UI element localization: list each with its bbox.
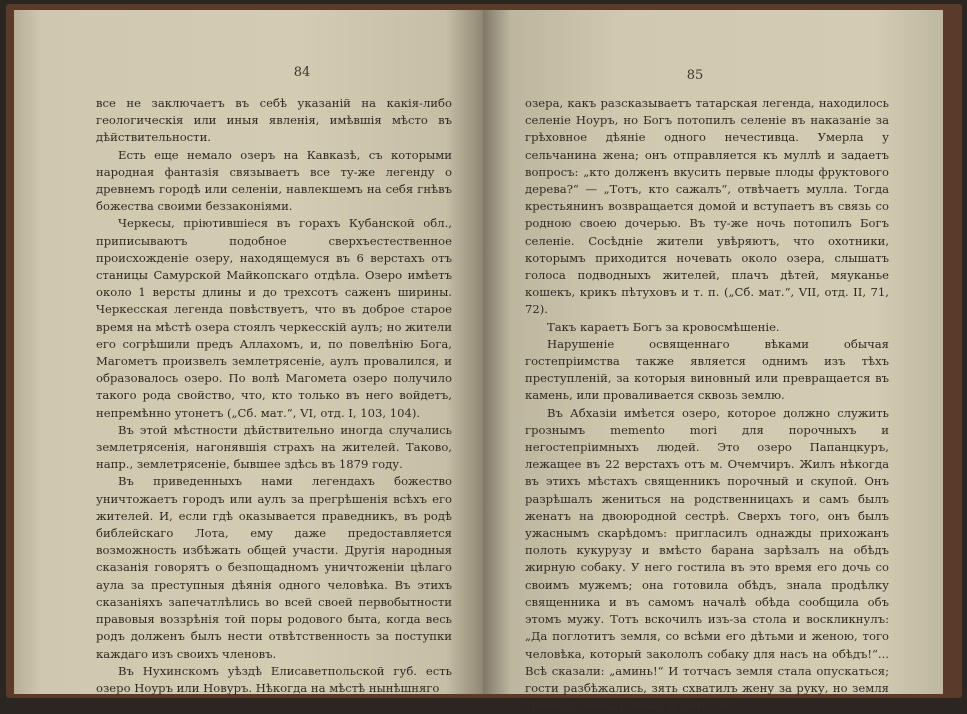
right-page-text [525, 95, 889, 714]
left-paragraph-4: Въ этой мѣстности дѣйствительно иногда случались землетрясенія, нагонявшія страхъ на жителей. Таково, напр., землетрясеніе, бывшее здѣсь въ 1879 году. [96, 422, 452, 472]
left-paragraph-2: Есть еще немало озеръ на Кавказѣ, съ которыми народная фантазія связываетъ все ту-же легенду о древнемъ городѣ или селеніи, навлекшемъ на себя гнѣвъ божества своими беззаконіями. [96, 147, 452, 214]
right-paragraph-2: Такъ караетъ Богъ за кровосмѣшеніе. [547, 319, 780, 334]
right-paragraph-3: Нарушеніе освященнаго вѣками обычая гостепріимства также является однимъ изъ тѣхъ преступленій, за которыя виновный или превращается въ камень, или проваливается сквозь землю. [525, 336, 889, 403]
left-paragraph-3: Черкесы, пріютившіеся въ горахъ Кубанской обл., приписываютъ подобное сверхъестественное происхожденіе озеру, находящемуся въ 6 верстахъ отъ станицы Самурской Майкопскаго отдѣла. Озеро имѣетъ около 1 версты длины и до трехсотъ саженъ ширины. Черкесская легенда повѣствуетъ, что въ доброе старое время на мѣстѣ озера стоялъ черкесскій аулъ; но жители его согрѣшили предъ Аллахомъ, и, по повелѣнію Бога, Магометъ произвелъ землетрясеніе, аулъ провалился, и образовалось озеро. По волѣ Магомета озеро получило такого рода свойство, что, кто только въ него войдетъ, непремѣнно утонетъ („Сб. мат.“, VI, отд. I, 103, 104). [96, 216, 452, 420]
left-paragraph-6: Въ Нухинскомъ уѣздѣ Елисаветпольской губ. есть озеро Ноуръ или Новуръ. Нѣкогда на мѣстѣ нынѣшняго [96, 663, 452, 695]
right-paragraph-4: Въ Абхазіи имѣется озеро, которое должно служить грознымъ memento mori для порочныхъ и негостепріимныхъ людей. Это озеро Папанцкуръ, лежащее въ 22 верстахъ отъ м. Очемчиръ. Жилъ нѣкогда въ этихъ мѣстахъ священникъ порочный и скупой. Онъ разрѣшалъ жениться на родственницахъ и самъ былъ женатъ на двоюродной сестрѣ. Сверхъ того, онъ былъ ужаснымъ скарѣдомъ: пригласилъ однажды прихожанъ полоть кукурузу и вмѣсто барана зарѣзалъ на обѣдъ жирную собаку. У него гостила въ это время его дочь со своимъ мужемъ; она готовила обѣдъ, знала продѣлку священника и въ самомъ началѣ обѣда сообщила объ этомъ мужу. Тотъ вскочилъ изъ-за стола и воскликнулъ: „Да поглотитъ земля, со всѣми его дѣтьми и женою, того человѣка, который закололъ собаку для насъ на обѣдъ!“... Всѣ сказали: „аминь!“ И тотчасъ земля стала опускаться; гости разбѣжались, зять схватилъ жену за руку, но земля треснула между ними, и дочь свя- [525, 405, 889, 713]
left-paragraph-1: все не заключаетъ въ себѣ указаній на какія-либо геологическія или иныя явленія, имѣвшія мѣсто въ дѣйствительности. [96, 96, 452, 145]
left-page [14, 10, 483, 694]
left-paragraph-5: Въ приведенныхъ нами легендахъ божество уничтожаетъ городъ или аулъ за прегрѣшенія всѣхъ его жителей. И, если гдѣ оказывается праведникъ, въ родѣ библейскаго Лота, ему даже предоставляется возможность избѣжать общей участи. Другія народныя сказанія говорятъ о безпощадномъ уничтоженіи цѣлаго аула за преступныя дѣянія одного человѣка. Въ этихъ сказаніяхъ запечатлѣлись во всей своей первобытности правовыя воззрѣнія той поры родового быта, когда весь родъ долженъ былъ нести отвѣтственность за поступки каждаго изъ своихъ членовъ. [96, 474, 452, 661]
right-page-number: 85 [686, 68, 704, 83]
left-page-number: 84 [293, 65, 311, 80]
right-paragraph-1: озера, какъ разсказываетъ татарская легенда, находилось селеніе Ноуръ, но Богъ потопилъ селеніе въ наказаніе за грѣховное дѣяніе одного нечестивца. Умерла у сельчанина жена; онъ отправляется къ муллѣ и задаетъ вопросъ: „кто долженъ вкусить первые плоды фруктового дерева?“ — „Тотъ, кто сажалъ“, отвѣчаетъ мулла. Тогда крестьянинъ возвращается домой и вступаетъ въ связь со родною своею дочерью. Въ ту-же ночь потопилъ Богъ селеніе. Сосѣдніе жители увѣряютъ, что охотники, которымъ приходится ночевать около озера, слышатъ голоса подводныхъ жителей, плачъ дѣтей, мяуканье кошекъ, крикъ пѣтуховъ и т. п. („Сб. мат.“, VII, отд. II, 71, 72). [525, 96, 889, 317]
left-page-text [96, 95, 452, 697]
right-page [483, 10, 943, 713]
